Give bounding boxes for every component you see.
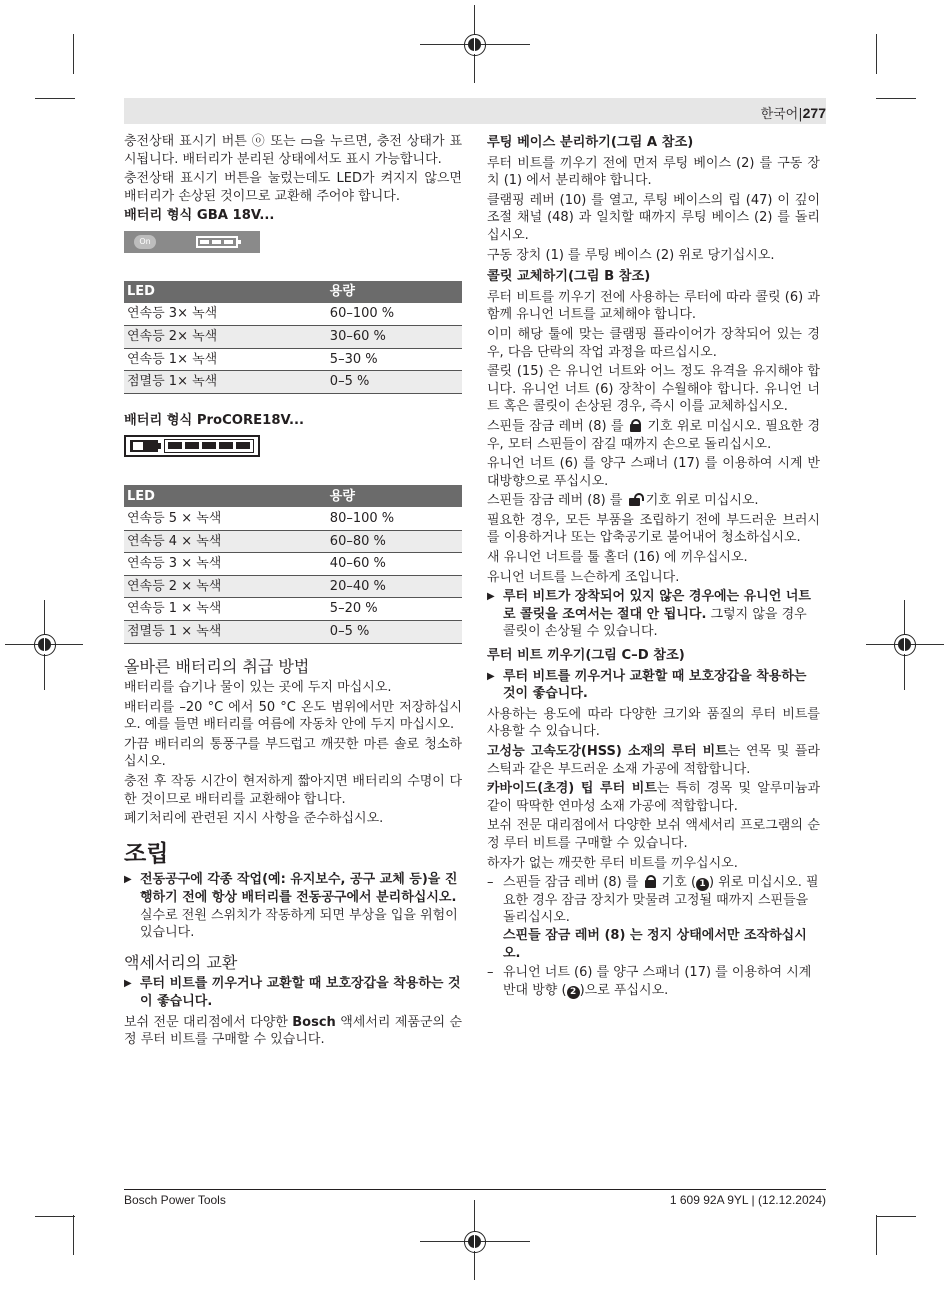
crop-mark <box>876 1215 877 1255</box>
table-row <box>124 348 462 371</box>
assembly-heading: 조립 <box>124 840 169 867</box>
text-span: )으로 푸십시오. <box>579 982 669 998</box>
table-row <box>124 598 462 621</box>
warning-bold-text: 루터 비트를 끼우거나 교환할 때 보호장갑을 착용하는 것이 좋습니다. <box>503 668 807 702</box>
text-span: 기호 ( <box>661 875 697 891</box>
registration-mark-icon <box>894 634 916 656</box>
led-cell: 연속등 3 × 녹색 <box>124 553 327 576</box>
procore-battery-indicator <box>124 435 260 457</box>
body-paragraph: 하자가 없는 깨끗한 루터 비트를 끼우십시오. <box>487 855 738 871</box>
intro-paragraph: 충전상태 표시기 버튼 ⓞ 또는 ▭을 누르면, 충전 상태가 표시됩니다. 배터리가 분리된 상태에서도 표시 가능합니다. <box>124 134 462 167</box>
step-item <box>487 874 820 962</box>
handling-paragraph: 충전 후 작동 시간이 현저하게 짧아지면 배터리의 수명이 다한 것이므로 배터리를 교환해야 합니다. <box>124 774 462 807</box>
led-cell: 연속등 1 × 녹색 <box>124 598 327 621</box>
arrow-icon: ▶ <box>124 874 132 886</box>
body-paragraph: 유니언 너트를 느슨하게 조입니다. <box>487 569 680 585</box>
accessory-heading: 액세서리의 교환 <box>124 952 238 972</box>
crop-mark <box>35 98 75 99</box>
registration-mark-icon <box>464 1231 486 1253</box>
led-cell: 연속등 1× 녹색 <box>124 348 327 371</box>
battery-icon <box>196 236 238 248</box>
capacity-cell: 80–100 % <box>327 507 462 530</box>
column-header: LED <box>124 485 327 507</box>
registration-mark-icon <box>34 634 56 656</box>
step-number-badge: 1 <box>696 878 709 891</box>
procore-led-table <box>124 485 462 643</box>
insert-warning <box>487 668 820 703</box>
dash-bullet: – <box>487 965 494 981</box>
lock-icon <box>630 419 641 432</box>
text-span: 스핀들 잠금 레버 (8) 를 <box>503 875 639 891</box>
insert-bit-heading: 루터 비트 끼우기(그림 C–D 참조) <box>487 648 685 664</box>
registration-mark-icon <box>464 34 486 56</box>
warning-text: 그렇지 않을 경우 콜릿이 손상될 수 있습니다. <box>503 606 807 640</box>
capacity-cell: 0–5 % <box>327 371 462 394</box>
unlock-icon <box>629 493 640 506</box>
arrow-icon: ▶ <box>487 591 495 603</box>
collet-warning <box>487 588 820 641</box>
procore-heading: 배터리 형식 ProCORE18V... <box>124 412 305 428</box>
page-header <box>761 103 826 122</box>
text-span: 기호 위로 미십시오. <box>645 493 759 509</box>
led-cell: 연속등 2 × 녹색 <box>124 575 327 598</box>
led-cell: 연속등 5 × 녹색 <box>124 507 327 530</box>
brand-name: Bosch <box>292 1014 336 1030</box>
intro-paragraph: 충전상태 표시기 버튼을 눌렀는데도 LED가 켜지지 않으면 배터리가 손상된 것이므로 교환해 주어야 합니다. <box>124 171 462 204</box>
text-span: 는 연목 및 플라스틱과 같은 부드러운 소재 가공에 적합합니다. <box>487 744 820 777</box>
page-number: 277 <box>802 105 826 121</box>
column-header: LED <box>124 281 327 303</box>
capacity-cell: 30–60 % <box>327 326 462 349</box>
body-paragraph: 루터 비트를 끼우기 전에 먼저 루팅 베이스 (2) 를 구동 장치 (1) 에서 분리해야 합니다. <box>487 155 820 189</box>
text-span: 보쉬 전문 대리점에서 다양한 <box>124 1014 293 1030</box>
header-separator: | <box>798 107 803 122</box>
table-row <box>124 620 462 643</box>
handling-heading: 올바른 배터리의 취급 방법 <box>124 656 310 676</box>
led-cell: 연속등 4 × 녹색 <box>124 530 327 553</box>
collet-heading: 콜릿 교체하기(그림 B 참조) <box>487 269 651 285</box>
body-paragraph: 루터 비트를 끼우기 전에 사용하는 루터에 따라 콜릿 (6) 과 함께 유니언 너트를 교체해야 합니다. <box>487 289 820 323</box>
table-row <box>124 371 462 394</box>
body-paragraph: 새 유니언 너트를 툴 홀더 (16) 에 끼우십시오. <box>487 550 748 566</box>
gba-heading: 배터리 형식 GBA 18V... <box>124 208 275 224</box>
body-paragraph: 구동 장치 (1) 를 루팅 베이스 (2) 위로 당기십시오. <box>487 247 775 263</box>
capacity-cell: 20–40 % <box>327 575 462 598</box>
crop-mark <box>73 34 74 74</box>
bold-term: 카바이드(초경) 팁 루터 비트 <box>487 781 657 797</box>
body-paragraph: 사용하는 용도에 따라 다양한 크기와 품질의 루터 비트를 사용할 수 있습니다. <box>487 706 820 740</box>
step-number-badge: 2 <box>567 986 580 999</box>
capacity-cell: 60–80 % <box>327 530 462 553</box>
separate-base-heading: 루팅 베이스 분리하기(그림 A 참조) <box>487 135 694 150</box>
step-bold-note: 스핀들 잠금 레버 (8) 는 정지 상태에서만 조작하십시오. <box>503 927 807 961</box>
handling-paragraph: 폐기처리에 관련된 지시 사항을 준수하십시오. <box>124 811 384 827</box>
text-span: 스핀들 잠금 레버 (8) 를 <box>487 418 624 434</box>
right-column <box>487 133 820 1001</box>
warning-bold-text: 루터 비트가 장착되어 있지 않은 경우에는 유니언 너트로 콜릿을 조여서는 절대 안 됩니다. <box>503 589 811 622</box>
led-cell: 점멸등 1× 녹색 <box>124 371 327 394</box>
dash-bullet: – <box>487 875 494 891</box>
text-span: 기호 위로 미십시오. 필요한 경우, 모터 스핀들이 잠길 때까지 손으로 돌리십시오. <box>487 418 821 452</box>
header-bar <box>124 98 826 124</box>
capacity-cell: 5–20 % <box>327 598 462 621</box>
crop-mark <box>876 1216 916 1217</box>
table-row <box>124 507 462 530</box>
warning-bold-text: 전동공구에 각종 작업(예: 유지보수, 공구 교체 등)을 진행하기 전에 항상 배터리를 전동공구에서 분리하십시오. <box>140 872 458 906</box>
text-span: 스핀들 잠금 레버 (8) 를 <box>487 493 623 509</box>
handling-paragraph: 가끔 배터리의 통풍구를 부드럽고 깨끗한 마른 솔로 청소하십시오. <box>124 736 462 770</box>
assembly-warning <box>124 871 462 941</box>
capacity-cell: 60–100 % <box>327 303 462 326</box>
arrow-icon: ▶ <box>124 978 132 990</box>
warning-text: 실수로 전원 스위치가 작동하게 되면 부상을 입을 위험이 있습니다. <box>140 907 458 941</box>
body-paragraph <box>487 743 820 778</box>
text-span: 는 특히 경목 및 알루미늄과 같이 딱딱한 연마성 소재 가공에 적합합니다. <box>487 781 821 814</box>
battery-icon <box>130 440 158 452</box>
body-paragraph: 유니언 너트 (6) 를 양구 스패너 (17) 를 이용하여 시계 반대방향으로 푸십시오. <box>487 456 820 489</box>
left-column <box>124 133 462 1051</box>
table-row <box>124 326 462 349</box>
crop-mark <box>73 1215 74 1255</box>
on-button-icon: On <box>134 235 156 249</box>
accessory-paragraph <box>124 1014 462 1049</box>
crop-mark <box>876 34 877 74</box>
body-paragraph: 보쉬 전문 대리점에서 다양한 보쉬 액세서리 프로그램의 순정 루터 비트를 구매할 수 있습니다. <box>487 818 820 851</box>
accessory-warning <box>124 975 462 1010</box>
table-row <box>124 553 462 576</box>
body-paragraph: 콜릿 (15) 은 유니언 너트와 어느 정도 유격을 유지해야 합니다. 유니언 너트 (6) 장착이 수월해야 합니다. 유니언 너트 혹은 콜릿이 손상된 경우, 즉시 이를 교체하십시오. <box>487 364 820 415</box>
crop-mark <box>876 98 916 99</box>
footer-brand: Bosch Power Tools <box>124 1193 226 1207</box>
text-span: ) 위로 미십시오. 필요한 경우 잠금 장치가 맞물려 고정될 때까지 스핀들을 돌리십시오. <box>503 875 819 926</box>
handling-paragraph: 배터리를 습기나 물이 있는 곳에 두지 마십시오. <box>124 680 392 696</box>
footer-doc-id: 1 609 92A 9YL | (12.12.2024) <box>669 1193 826 1207</box>
capacity-cell: 0–5 % <box>327 620 462 643</box>
body-paragraph <box>487 492 820 510</box>
gba-battery-indicator <box>124 231 260 253</box>
capacity-cell: 40–60 % <box>327 553 462 576</box>
table-row <box>124 530 462 553</box>
arrow-icon: ▶ <box>487 670 495 682</box>
page-footer <box>124 1189 826 1207</box>
step-item <box>487 964 820 999</box>
header-language: 한국어 <box>760 107 799 122</box>
led-cell: 연속등 2× 녹색 <box>124 326 327 349</box>
led-cell: 연속등 3× 녹색 <box>124 303 327 326</box>
column-header: 용량 <box>327 281 462 303</box>
body-paragraph <box>487 418 820 453</box>
table-row <box>124 575 462 598</box>
warning-bold-text: 루터 비트를 끼우거나 교환할 때 보호장갑을 착용하는 것이 좋습니다. <box>140 976 461 1009</box>
column-header: 용량 <box>327 485 462 507</box>
capacity-cell: 5–30 % <box>327 348 462 371</box>
table-row <box>124 303 462 326</box>
body-paragraph: 클램핑 레버 (10) 를 열고, 루팅 베이스의 립 (47) 이 깊이 조절 채널 (48) 과 일치할 때까지 루팅 베이스 (2) 를 돌리십시오. <box>487 192 820 243</box>
crop-mark <box>35 1216 75 1217</box>
gba-led-table <box>124 281 462 394</box>
led-gauge-icon <box>164 439 254 453</box>
body-paragraph <box>487 780 820 815</box>
body-paragraph: 이미 해당 툴에 맞는 클램핑 플라이어가 장착되어 있는 경우, 다음 단락의 작업 과정을 따르십시오. <box>487 326 820 360</box>
text-span: 액세서리 제품군의 순정 루터 비트를 구매할 수 있습니다. <box>124 1014 463 1048</box>
led-cell: 점멸등 1 × 녹색 <box>124 620 327 643</box>
handling-paragraph: 배터리를 –20 °C 에서 50 °C 온도 범위에서만 저장하십시오. 예를 들면 배터리를 여름에 자동차 안에 두지 마십시오. <box>124 699 462 733</box>
body-paragraph: 필요한 경우, 모든 부품을 조립하기 전에 부드러운 브러시를 이용하거나 또는 압축공기로 불어내어 청소하십시오. <box>487 512 820 546</box>
text-span: 유니언 너트 (6) 를 양구 스패너 (17) 를 이용하여 시계 반대 방향 ( <box>503 965 812 998</box>
bold-term: 고성능 고속도강(HSS) 소재의 루터 비트 <box>487 744 728 759</box>
lock-icon <box>645 875 656 888</box>
